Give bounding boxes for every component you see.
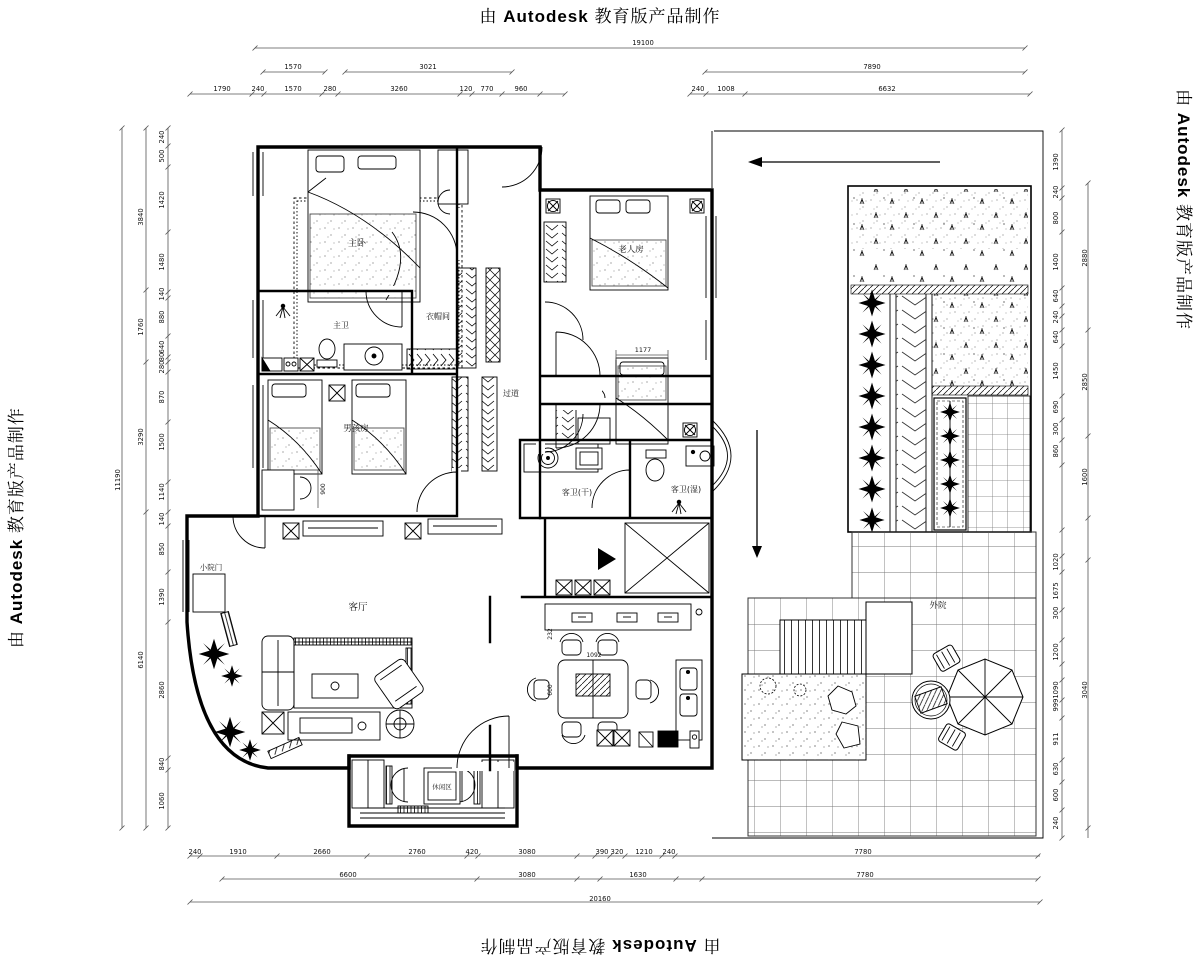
room-label: 客卫(干) xyxy=(561,488,593,497)
dimension-text: 1008 xyxy=(717,85,735,93)
toilet xyxy=(319,339,335,359)
dimension-text: 1420 xyxy=(158,191,166,209)
parasol-spokes xyxy=(947,659,1023,735)
dimension-text: 2880 xyxy=(1081,249,1089,267)
watermark-suffix: 教育版产品制作 xyxy=(1174,204,1193,330)
dimension-text: 280 xyxy=(158,360,166,374)
plant-box-icon xyxy=(283,523,299,539)
room-label: 外院 xyxy=(929,601,947,611)
dimension-text: 1092 xyxy=(586,652,602,659)
dimension-text: 690 xyxy=(1052,400,1060,414)
dimension-text: 140 xyxy=(158,287,166,301)
dimension-text: 640 xyxy=(158,340,166,354)
door-marker xyxy=(598,548,616,570)
dimension-text: 240 xyxy=(158,130,166,144)
room-label: 主卫 xyxy=(333,321,349,330)
dimension-text: 140 xyxy=(158,512,166,526)
garden-area xyxy=(848,186,1031,533)
chair xyxy=(300,477,311,499)
dimension-text: 240 xyxy=(1052,310,1060,324)
watermark-bottom xyxy=(480,935,721,960)
dimension-text: 300 xyxy=(1052,422,1060,436)
dimension-text: 3080 xyxy=(518,848,536,856)
dimension-text: 770 xyxy=(480,85,494,93)
dimension-text: 1790 xyxy=(213,85,231,93)
dimension-text: 3260 xyxy=(390,85,408,93)
round-chair xyxy=(458,768,475,802)
plant-box-icon xyxy=(329,385,345,401)
dimension-text: 2860 xyxy=(158,681,166,699)
double-bed xyxy=(308,150,420,302)
dimension-text: 1760 xyxy=(137,318,145,336)
paving-edge-band xyxy=(851,285,1028,294)
dimension-text: 600 xyxy=(547,684,554,696)
watermark-brand: Autodesk xyxy=(1174,112,1193,199)
guest-bathroom xyxy=(524,444,714,514)
dimension-text: 19100 xyxy=(632,39,654,47)
dimension-text: 1090 xyxy=(1052,681,1060,699)
watermark-brand: Autodesk xyxy=(503,7,589,26)
watermark-right xyxy=(1173,89,1198,330)
dimension-text: 900 xyxy=(320,483,327,495)
dimension-text: 3840 xyxy=(137,208,145,226)
watermark-brand: Autodesk xyxy=(7,538,26,625)
ceiling-fan-icon xyxy=(546,199,560,213)
round-chair xyxy=(391,768,408,802)
room-label: 客厅 xyxy=(348,602,368,613)
dimension-text: 1177 xyxy=(634,346,652,354)
tile-paving xyxy=(852,532,1036,598)
dimension-text: 1390 xyxy=(1052,153,1060,171)
dimension-text: 3040 xyxy=(1081,681,1089,699)
dimension-text: 1020 xyxy=(1052,553,1060,571)
living-room xyxy=(193,519,502,761)
dimension-text: 1210 xyxy=(635,848,653,856)
planter-strip xyxy=(934,398,966,530)
dimension-text: 500 xyxy=(158,149,166,163)
dining-room xyxy=(527,604,702,748)
dimension-text: 1910 xyxy=(229,848,247,856)
tile-paving-small xyxy=(968,396,1030,532)
master-bathroom xyxy=(262,304,402,371)
dimension-text: 80 xyxy=(158,352,166,362)
dimension-text: 960 xyxy=(514,85,528,93)
entry-foyer xyxy=(556,523,709,595)
rock-garden xyxy=(742,674,866,760)
plant xyxy=(239,739,261,761)
dimension-text: 1480 xyxy=(158,253,166,271)
shower-head-icon xyxy=(672,503,686,514)
dimension-text: 2850 xyxy=(1081,373,1089,391)
dimension-text: 1450 xyxy=(1052,362,1060,380)
dimension-text: 300 xyxy=(1052,606,1060,620)
dimension-text: 240 xyxy=(1052,185,1060,199)
dimension-text: 800 xyxy=(1052,211,1060,225)
boys-room xyxy=(262,380,406,510)
dresser xyxy=(438,150,468,204)
dimension-text: 240 xyxy=(251,85,265,93)
dimension-text: 3080 xyxy=(518,871,536,879)
dimension-text: 911 xyxy=(1052,732,1060,746)
dimension-text: 1400 xyxy=(1052,253,1060,271)
dimension-text: 600 xyxy=(1052,788,1060,802)
room-label: 男孩房 xyxy=(343,424,369,434)
watermark-prefix: 由 xyxy=(1174,89,1193,108)
dimension-text: 390 xyxy=(595,848,609,856)
dimension-text: 1570 xyxy=(284,63,302,71)
dimension-text: 7780 xyxy=(854,848,872,856)
dimension-text: 3021 xyxy=(419,63,437,71)
watermark-top xyxy=(480,2,721,27)
watermark-prefix: 由 xyxy=(702,936,721,955)
garden-path xyxy=(896,294,926,532)
dimension-text: 320 xyxy=(610,848,624,856)
dimension-text: 2660 xyxy=(313,848,331,856)
dimension-text: 7890 xyxy=(863,63,881,71)
dimension-text: 240 xyxy=(662,848,676,856)
dimension-text: 1600 xyxy=(1081,468,1089,486)
dimension-text: 420 xyxy=(465,848,479,856)
dimension-text: 1390 xyxy=(158,588,166,606)
dimension-text: 11190 xyxy=(114,469,122,491)
cabinet xyxy=(428,519,502,534)
plant xyxy=(215,717,246,748)
garden-door-step xyxy=(193,574,225,612)
room-label: 过道 xyxy=(503,389,519,398)
dimension-text: 1200 xyxy=(1052,643,1060,661)
dimension-text: 6632 xyxy=(878,85,896,93)
room-label: 休闲区 xyxy=(432,783,452,791)
watermark-left xyxy=(2,407,27,648)
dimension-text: 999 xyxy=(1052,698,1060,712)
dimension-text: 240 xyxy=(188,848,202,856)
room-label: 小院门 xyxy=(199,563,223,572)
watermark-prefix: 由 xyxy=(7,630,26,648)
plant xyxy=(199,639,230,670)
watermark-suffix: 教育版产品制作 xyxy=(479,936,606,955)
shower-head-icon xyxy=(276,307,290,318)
dimension-text: 6140 xyxy=(137,651,145,669)
watermark-prefix: 由 xyxy=(479,7,498,26)
dimension-text: 840 xyxy=(158,757,166,771)
watermark-suffix: 教育版产品制作 xyxy=(594,7,721,26)
desk xyxy=(262,470,294,510)
master-bedroom xyxy=(294,150,468,368)
plant-box-icon xyxy=(405,523,421,539)
dimension-text: 3290 xyxy=(137,428,145,446)
watermark-brand: Autodesk xyxy=(611,936,697,955)
dimension-text: 2760 xyxy=(408,848,426,856)
dimension-text: 20160 xyxy=(589,895,611,903)
ceiling-fan-icon xyxy=(683,423,697,437)
dimension-text: 640 xyxy=(1052,330,1060,344)
tv xyxy=(300,718,352,733)
plant xyxy=(221,665,243,687)
room-label: 老人房 xyxy=(618,245,644,255)
dimension-text: 1140 xyxy=(158,483,166,501)
dimension-text: 1570 xyxy=(284,85,302,93)
paving-edge-band xyxy=(932,386,1028,395)
dimension-text: 1500 xyxy=(158,433,166,451)
hedge-row xyxy=(859,290,886,533)
dimension-text: 6600 xyxy=(339,871,357,879)
dimension-text: 7780 xyxy=(856,871,874,879)
cabinet xyxy=(303,521,383,536)
wardrobes xyxy=(407,222,576,471)
room-label: 客卫(湿) xyxy=(670,485,702,494)
room-label: 衣帽间 xyxy=(426,312,450,321)
dimension-text: 232 xyxy=(547,628,554,640)
dimension-text: 280 xyxy=(323,85,337,93)
room-label: 主卧 xyxy=(347,239,367,249)
dimension-text: 640 xyxy=(1052,289,1060,303)
dimension-text: 870 xyxy=(158,390,166,404)
elderly-room xyxy=(546,196,704,290)
dimension-text: 630 xyxy=(1052,762,1060,776)
dimension-text: 240 xyxy=(691,85,705,93)
armchair xyxy=(373,657,425,710)
dimension-text: 880 xyxy=(158,310,166,324)
dimension-text: 1060 xyxy=(158,792,166,810)
watermark-suffix: 教育版产品制作 xyxy=(7,407,26,534)
ceiling-fan-icon xyxy=(690,199,704,213)
dimension-text: 240 xyxy=(1052,816,1060,830)
dimension-text: 1630 xyxy=(629,871,647,879)
dimension-text: 850 xyxy=(158,542,166,556)
dimension-text: 860 xyxy=(1052,444,1060,458)
dimension-text: 1675 xyxy=(1052,582,1060,600)
dimension-text: 120 xyxy=(459,85,473,93)
toilet xyxy=(646,459,664,481)
